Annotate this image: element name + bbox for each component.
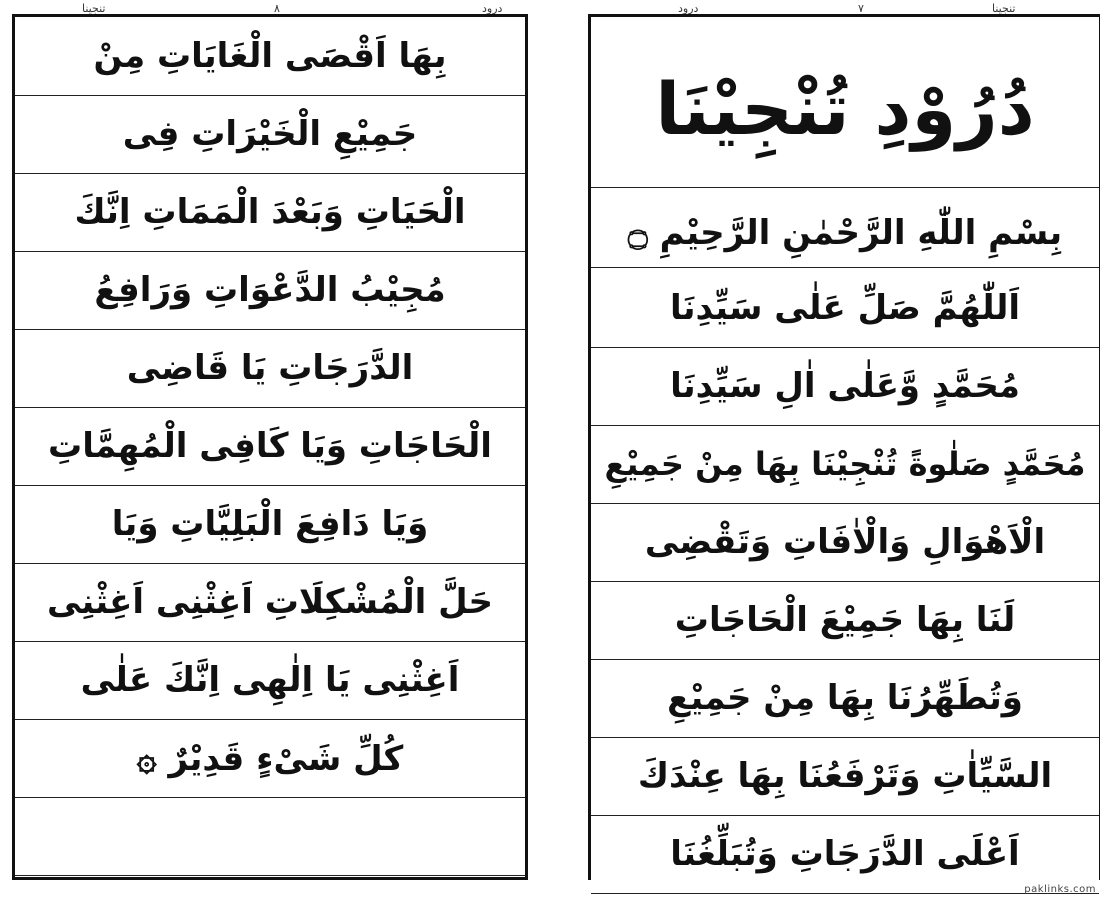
right-line-text: وَتُطَهِّرُنَا بِهَا مِنْ جَمِيْعِ: [667, 678, 1023, 718]
left-line-7: [15, 485, 525, 564]
right-line-text: مُحَمَّدٍ وَّعَلٰى اٰلِ سَيِّدِنَا: [670, 366, 1020, 406]
right-line-text: مُحَمَّدٍ صَلٰوةً تُنْجِيْنَا بِهَا مِنْ جَمِيْعِ: [604, 445, 1086, 483]
left-text-lines: [15, 17, 525, 877]
watermark: paklinks.com: [1024, 884, 1096, 895]
left-line-2: [15, 95, 525, 174]
left-line-6: [15, 407, 525, 486]
left-header-title: تنجینا: [82, 2, 106, 15]
left-page: [12, 0, 540, 880]
right-line-6: [591, 659, 1099, 738]
left-line-text: اَغِثْنِى يَا اِلٰهِى اِنَّكَ عَلٰى: [80, 660, 460, 700]
bismillah-line: بِسْمِ اللّٰهِ الرَّحْمٰنِ الرَّحِيْمِ ۝: [591, 197, 1099, 268]
left-line-5: [15, 329, 525, 408]
right-line-7: [591, 737, 1099, 816]
left-page-frame: [12, 14, 528, 880]
left-line-text: بِهَا اَقْصَى الْغَايَاتِ مِنْ: [93, 36, 447, 76]
left-line-text: كُلِّ شَىْءٍ قَدِيْرٌ ۞: [136, 738, 404, 779]
left-line-text: جَمِيْعِ الْخَيْرَاتِ فِى: [122, 114, 418, 154]
left-line-8: [15, 563, 525, 642]
left-line-text: حَلَّ الْمُشْكِلَاتِ اَغِثْنِى اَغِثْنِى: [47, 582, 494, 622]
right-line-1: [591, 269, 1099, 348]
right-line-3: [591, 425, 1099, 504]
right-line-8: [591, 815, 1099, 894]
left-line-4: [15, 251, 525, 330]
page-title: دُرُوْدِ تُنْجِيْنَا: [591, 31, 1099, 188]
right-page-frame: [588, 14, 1100, 880]
left-line-text: الْحَيَاتِ وَبَعْدَ الْمَمَاتِ اِنَّكَ: [74, 192, 466, 232]
right-line-4: [591, 503, 1099, 582]
left-line-text: الدَّرَجَاتِ يَا قَاضِى: [126, 348, 414, 388]
right-page: [570, 0, 1102, 880]
right-text-lines: [591, 17, 1099, 880]
left-line-3: [15, 173, 525, 252]
left-header-page-number: ٨: [274, 2, 280, 15]
right-header-page-number: ٧: [858, 2, 864, 15]
right-line-text: اَعْلَى الدَّرَجَاتِ وَتُبَلِّغُنَا: [670, 834, 1020, 874]
right-line-2: [591, 347, 1099, 426]
left-line-1: [15, 17, 525, 96]
left-line-9: [15, 641, 525, 720]
left-line-11: [15, 797, 525, 876]
right-line-text: السَّيِّاٰتِ وَتَرْفَعُنَا بِهَا عِنْدَكَ: [637, 756, 1053, 796]
right-line-5: [591, 581, 1099, 660]
right-line-text: اَللّٰهُمَّ صَلِّ عَلٰى سَيِّدِنَا: [669, 288, 1021, 328]
left-header-mark: درود: [482, 2, 503, 15]
left-line-text: الْحَاجَاتِ وَيَا كَافِى الْمُهِمَّاتِ: [48, 426, 492, 466]
right-header-mark: درود: [678, 2, 699, 15]
right-line-text: لَنَا بِهَا جَمِيْعَ الْحَاجَاتِ: [674, 600, 1016, 640]
left-line-10: [15, 719, 525, 798]
right-header-title: تنجینا: [992, 2, 1016, 15]
left-line-text: وَيَا دَافِعَ الْبَلِيَّاتِ وَيَا: [111, 504, 429, 544]
left-line-text: مُجِيْبُ الدَّعْوَاتِ وَرَافِعُ: [94, 270, 446, 310]
right-line-text: الْاَهْوَالِ وَالْاٰفَاتِ وَتَقْضِى: [644, 522, 1046, 562]
